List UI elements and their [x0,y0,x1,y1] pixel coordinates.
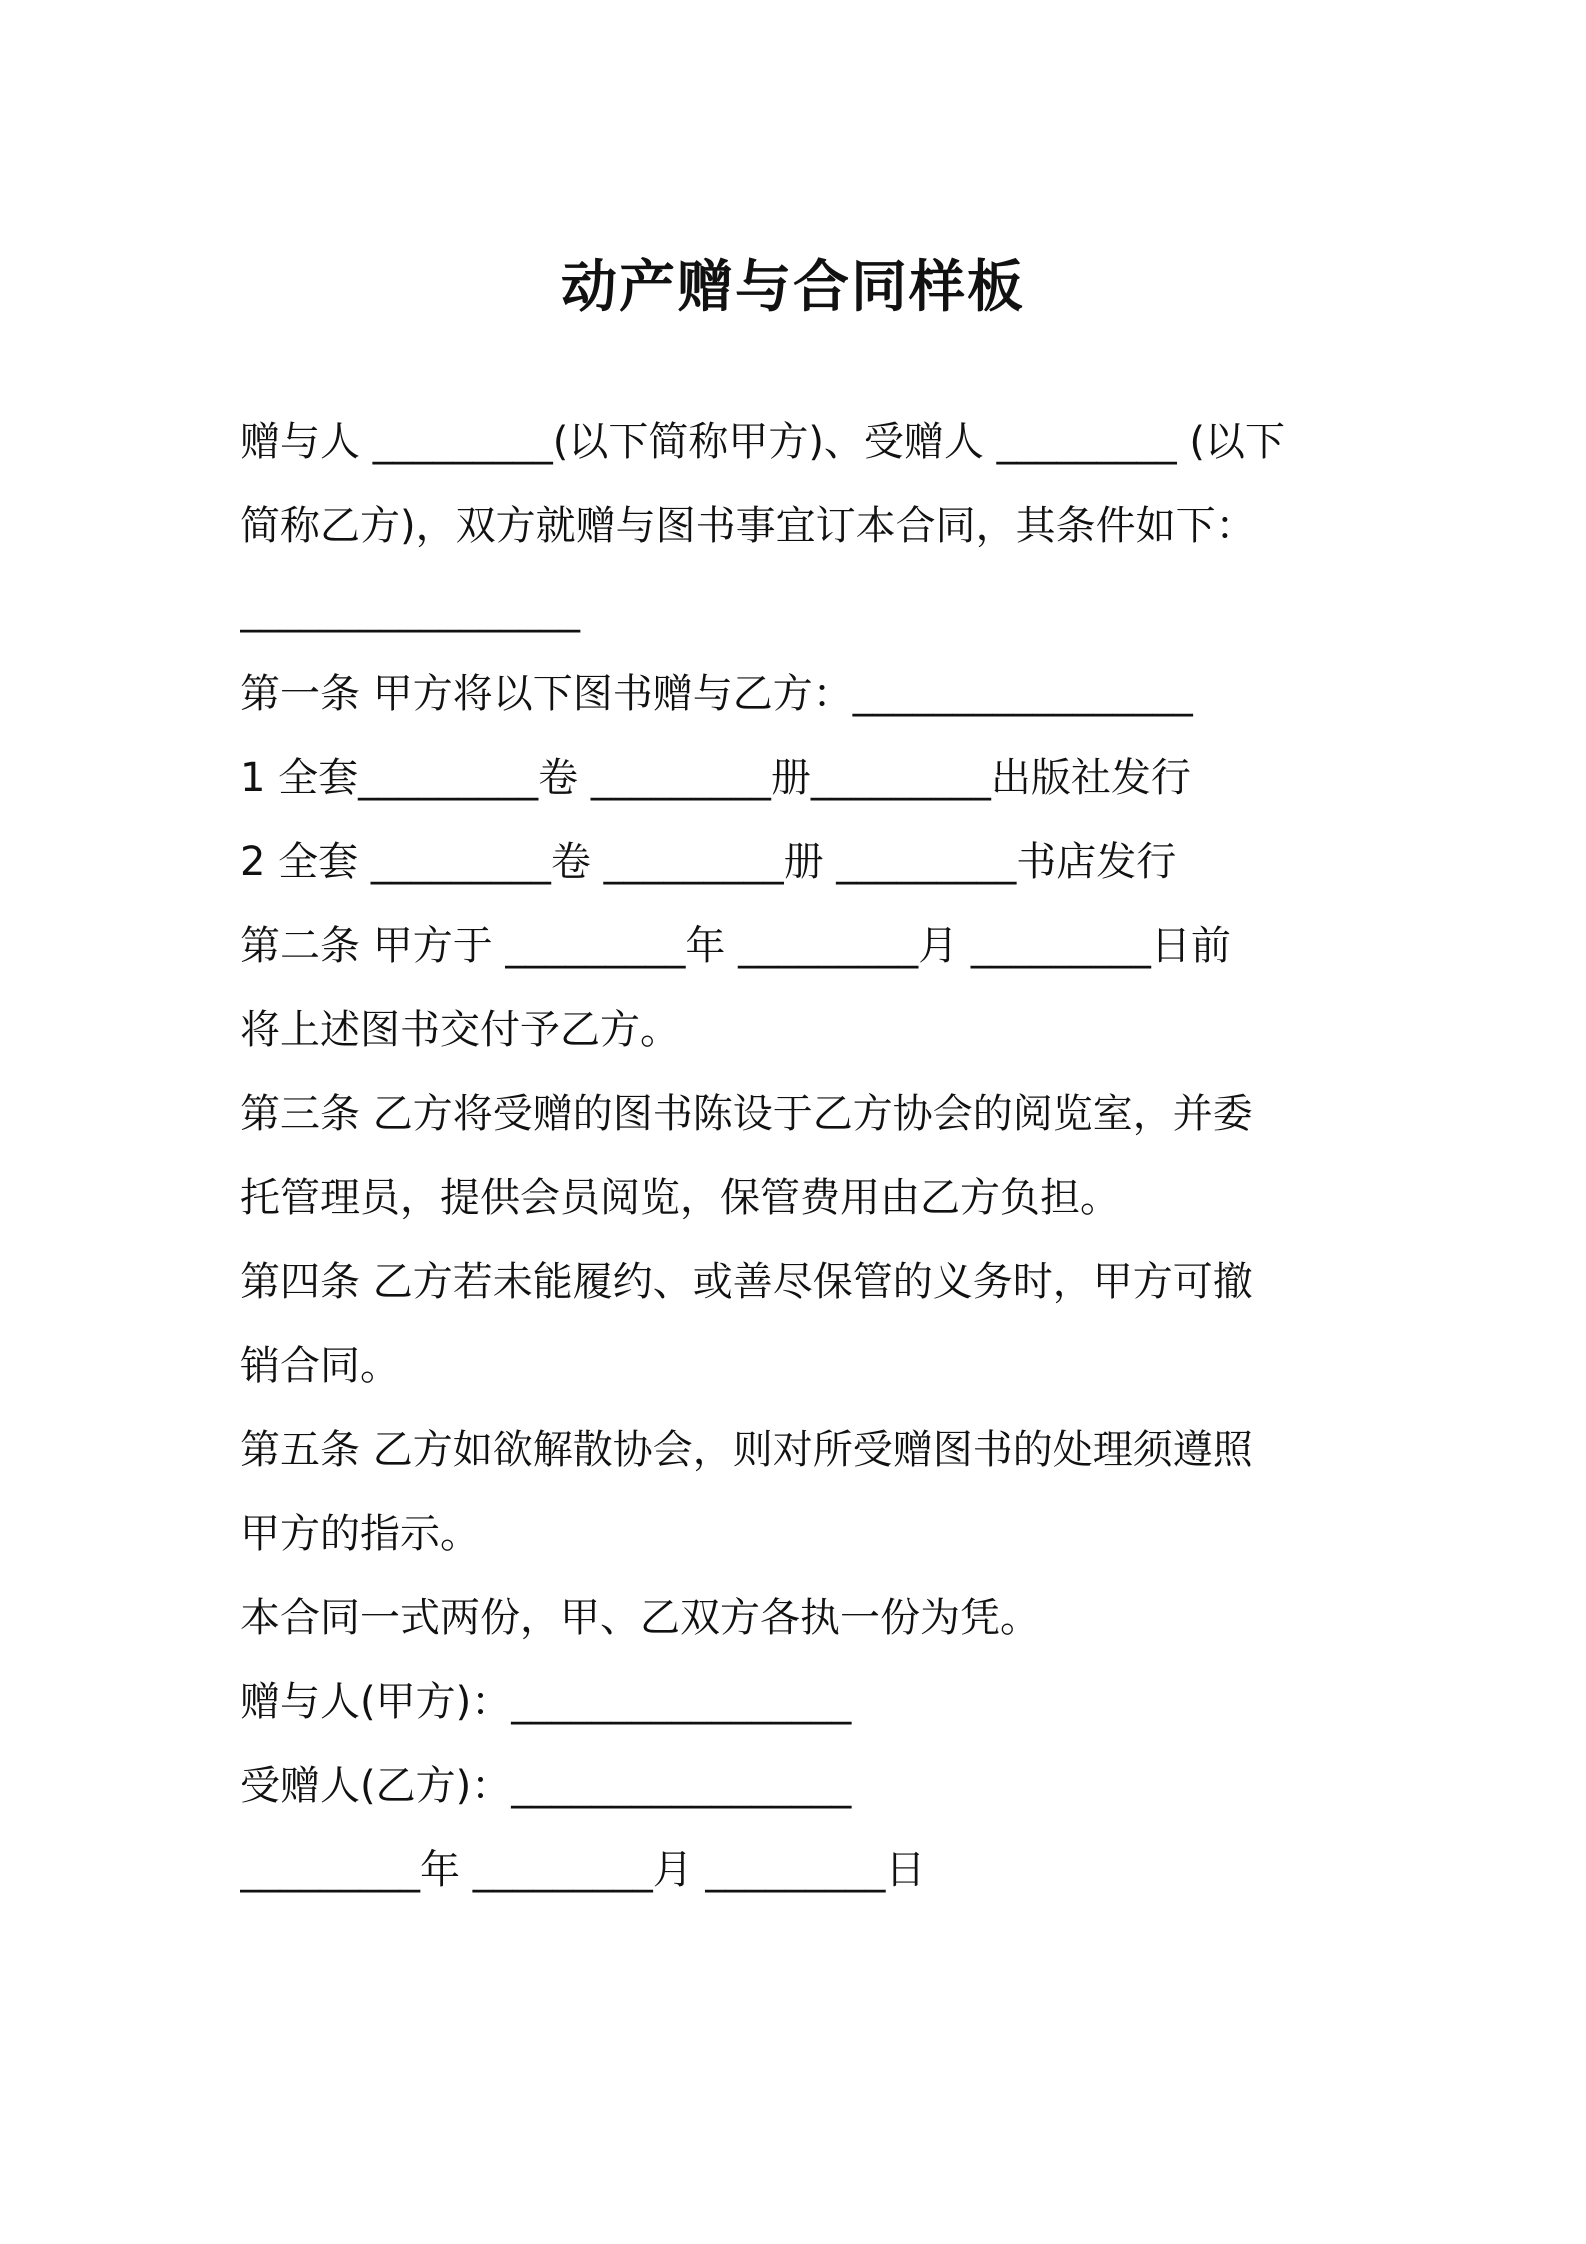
intro-line-2: 简称乙方)，双方就赠与图书事宜订本合同，其条件如下： [240,503,1256,549]
article-3-line-1: 第三条 乙方将受赠的图书陈设于乙方协会的阅览室，并委 [240,1091,1253,1137]
donor-signature-line: 赠与人(甲方)：_________________ [240,1679,852,1725]
article-3-line-2: 托管理员，提供会员阅览，保管费用由乙方负担。 [240,1175,1120,1221]
article-5-line-1: 第五条 乙方如欲解散协会，则对所受赠图书的处理须遵照 [240,1427,1253,1473]
book-item-1: 1 全套_________卷 _________册_________出版社发行 [240,755,1191,801]
article-5-line-2: 甲方的指示。 [240,1511,480,1557]
article-2-line-2: 将上述图书交付予乙方。 [240,1007,680,1053]
copies-line: 本合同一式两份，甲、乙双方各执一份为凭。 [240,1595,1040,1641]
intro-blank-line: _________________ [240,587,580,633]
date-line: _________年 _________月 _________日 [240,1847,926,1893]
intro-line-1: 赠与人 _________(以下简称甲方)、受赠人 _________ (以下 [240,419,1285,465]
book-item-2: 2 全套 _________卷 _________册 _________书店发行 [240,839,1177,885]
article-4-line-1: 第四条 乙方若未能履约、或善尽保管的义务时，甲方可撤 [240,1259,1253,1305]
article-4-line-2: 销合同。 [240,1343,400,1389]
article-2-line-1: 第二条 甲方于 _________年 _________月 _________日前 [240,923,1231,969]
article-1-line: 第一条 甲方将以下图书赠与乙方：_________________ [240,671,1193,717]
recipient-signature-line: 受赠人(乙方)：_________________ [240,1763,852,1809]
document-title: 动产赠与合同样板 [561,255,1025,320]
document-body [240,400,1360,1912]
